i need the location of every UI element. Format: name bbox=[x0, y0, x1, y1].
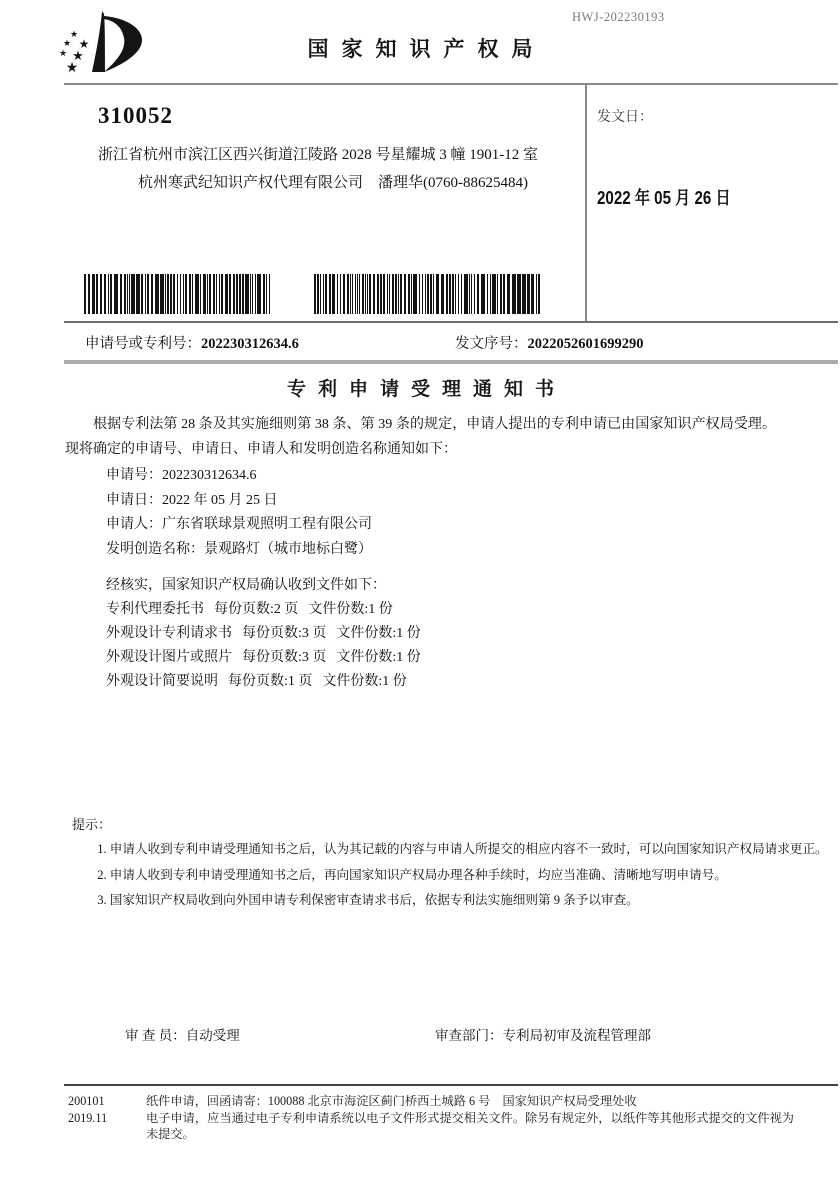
detail-value: 广东省联球景观照明工程有限公司 bbox=[162, 517, 372, 532]
doc-code: HWJ-202230193 bbox=[572, 10, 665, 24]
footer-divider-line bbox=[64, 1084, 838, 1086]
examiner-field bbox=[125, 1024, 240, 1044]
barcode-divider-line bbox=[64, 321, 838, 323]
department-label: 审查部门： bbox=[435, 1028, 503, 1043]
recipient-agency-contact: 杭州寒武纪知识产权代理有限公司 潘理华(0760-88625484) bbox=[138, 175, 528, 191]
department-value: 专利局初审及流程管理部 bbox=[502, 1028, 651, 1043]
svg-text:★: ★ bbox=[69, 29, 79, 39]
recipient-block bbox=[98, 103, 568, 192]
postal-code: 310052 bbox=[98, 103, 173, 128]
barcode-serial-number bbox=[314, 274, 542, 314]
application-number-value: 202230312634.6 bbox=[201, 336, 299, 352]
document-pages: 每份页数:2 页 bbox=[214, 602, 299, 617]
department-field bbox=[435, 1024, 651, 1044]
svg-text:★: ★ bbox=[58, 48, 68, 58]
document-name: 外观设计简要说明 bbox=[106, 674, 218, 689]
svg-text:★: ★ bbox=[72, 48, 84, 63]
detail-label: 申请号： bbox=[106, 468, 162, 483]
issuing-authority-title: 国家知识产权局 bbox=[307, 37, 546, 61]
document-copies: 文件份数:1 份 bbox=[336, 626, 421, 641]
footer-text: 纸件申请，回函请寄：100088 北京市海淀区蓟门桥西土城路 6 号 国家知识产权局受理处收 bbox=[146, 1094, 637, 1108]
document-item bbox=[106, 598, 776, 622]
svg-text:★: ★ bbox=[65, 61, 79, 76]
document-copies: 文件份数:1 份 bbox=[308, 602, 393, 617]
received-documents-list bbox=[106, 598, 776, 694]
notice-body bbox=[65, 374, 776, 694]
document-name: 外观设计专利请求书 bbox=[106, 626, 232, 641]
examiner-value: 自动受理 bbox=[185, 1028, 240, 1043]
serial-number-value: 2022052601699290 bbox=[527, 336, 644, 352]
detail-value: 2022 年 05 月 25 日 bbox=[162, 492, 278, 508]
issue-date-value: 2022 年 05 月 26 日 bbox=[597, 188, 731, 208]
footer-row-electronic bbox=[68, 1110, 828, 1143]
document-pages: 每份页数:3 页 bbox=[242, 650, 327, 665]
serial-number-field bbox=[455, 332, 644, 353]
document-name: 外观设计图片或照片 bbox=[106, 650, 232, 665]
issue-date-block bbox=[597, 106, 756, 210]
tips-section bbox=[72, 812, 838, 914]
document-pages: 每份页数:3 页 bbox=[242, 626, 327, 641]
reference-divider-line bbox=[64, 360, 838, 364]
svg-text:★: ★ bbox=[78, 37, 90, 51]
document-item bbox=[106, 622, 776, 646]
footer-code: 200101 bbox=[68, 1094, 105, 1108]
application-number-label: 申请号或专利号： bbox=[85, 336, 201, 352]
document-copies: 文件份数:1 份 bbox=[336, 650, 421, 665]
footer-row-paper bbox=[68, 1093, 828, 1110]
vertical-divider-line bbox=[585, 85, 587, 322]
received-documents-intro: 经核实，国家知识产权局确认收到文件如下： bbox=[106, 578, 386, 593]
tip-item-1: 1. 申请人收到专利申请受理通知书之后，认为其记载的内容与申请人所提交的相应内容不一致时，可以向国家知识产权局请求更正。 bbox=[97, 842, 828, 856]
signoff-row bbox=[65, 1024, 776, 1046]
tip-item-2: 2. 申请人收到专利申请受理通知书之后，再向国家知识产权局办理各种手续时，均应当准确、清晰地写明申请号。 bbox=[97, 867, 727, 882]
detail-application-number bbox=[106, 464, 776, 489]
document-name: 专利代理委托书 bbox=[106, 602, 204, 617]
detail-label: 申请日： bbox=[106, 492, 162, 508]
svg-text:★: ★ bbox=[62, 38, 72, 48]
document-item bbox=[106, 670, 776, 694]
notice-title: 专利申请受理通知书 bbox=[286, 379, 566, 400]
detail-invention-title bbox=[106, 538, 776, 563]
document-item bbox=[106, 646, 776, 670]
detail-applicant bbox=[106, 513, 776, 538]
footer-text: 电子申请，应当通过电子专利申请系统以电子文件形式提交相关文件。除另有规定外，以纸件等其他形式提交的文件视为未提交。 bbox=[146, 1110, 794, 1141]
examiner-label: 审 查 员： bbox=[125, 1028, 186, 1043]
application-details bbox=[106, 464, 776, 562]
document-copies: 文件份数:1 份 bbox=[322, 674, 407, 689]
barcode-application-number bbox=[84, 274, 274, 314]
document-pages: 每份页数:1 页 bbox=[228, 674, 313, 689]
detail-label: 发明创造名称： bbox=[106, 541, 204, 557]
header-divider-line bbox=[64, 83, 838, 85]
detail-value: 景观路灯（城市地标白鹭） bbox=[204, 541, 372, 557]
detail-label: 申请人： bbox=[106, 517, 162, 532]
detail-filing-date bbox=[106, 489, 776, 514]
issue-date-label: 发文日： bbox=[597, 110, 653, 125]
footer-notes bbox=[68, 1093, 828, 1143]
recipient-address: 浙江省杭州市滨江区西兴街道江陵路 2028 号星耀城 3 幢 1901-12 室 bbox=[98, 147, 538, 163]
serial-number-label: 发文序号： bbox=[455, 336, 528, 352]
tips-label: 提示： bbox=[72, 817, 112, 832]
tip-item-3: 3. 国家知识产权局收到向外国申请专利保密审查请求书后，依据专利法实施细则第 9 条予以审查。 bbox=[97, 893, 639, 907]
footer-code: 2019.11 bbox=[68, 1110, 108, 1125]
application-number-field bbox=[85, 332, 299, 353]
detail-value: 202230312634.6 bbox=[162, 468, 257, 483]
notice-intro-paragraph: 根据专利法第 28 条及其实施细则第 38 条、第 39 条的规定，申请人提出的专利申请已由国家知识产权局受理。现将确定的申请号、申请日、申请人和发明创造名称通知如下： bbox=[65, 417, 776, 457]
